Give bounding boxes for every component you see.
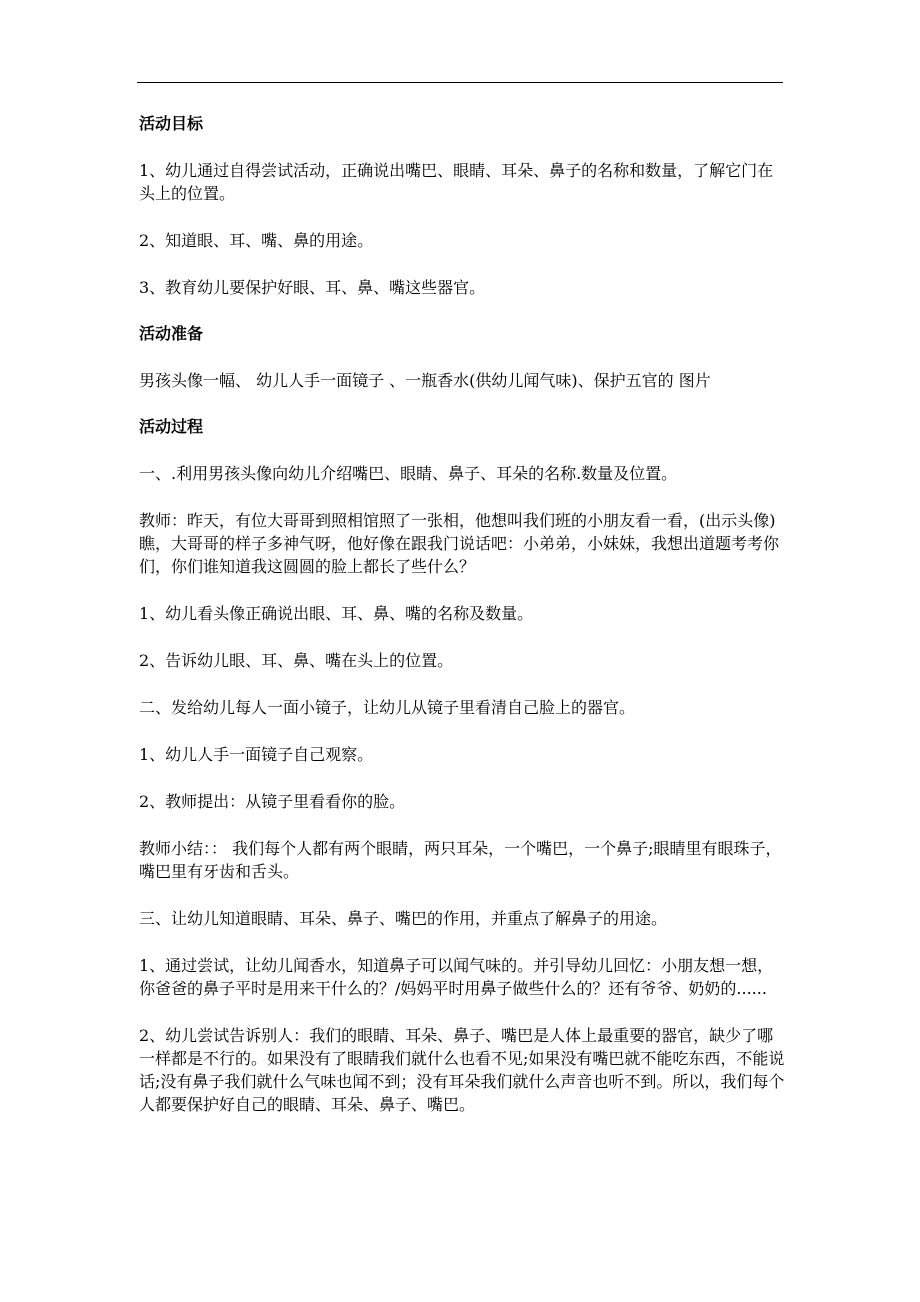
- goal-item-3: 3、教育幼儿要保护好眼、耳、鼻、嘴这些器官。: [139, 278, 486, 297]
- process-substep: 1、幼儿看头像正确说出眼、耳、鼻、嘴的名称及数量。: [139, 604, 534, 623]
- process-step-2: 二、发给幼儿每人一面小镜子，让幼儿从镜子里看清自己脸上的器官。: [139, 698, 636, 717]
- document-body: [139, 113, 789, 1138]
- preparation-text: 男孩头像一幅、 幼儿人手一面镜子 、一瓶香水(供幼儿闻气味)、保护五官的 图片: [139, 371, 711, 390]
- process-substep: 2、幼儿尝试告诉别人：我们的眼睛、耳朵、鼻子、嘴巴是人体上最重要的器官，缺少了哪一样都是不行的。如果没有了眼睛我们就什么也看不见;如果没有嘴巴就不能吃东西，不能说话;没有鼻子我们就什么气味也闻不到；没有耳朵我们就什么声音也听不到。所以，我们每个人都要保护好自己的眼睛、耳朵、鼻子、嘴巴。: [139, 1026, 785, 1114]
- section-heading-process: 活动过程: [139, 417, 204, 436]
- header-rule: [137, 82, 783, 83]
- process-substep: 2、教师提出：从镜子里看看你的脸。: [139, 792, 406, 811]
- section-heading-goals: 活动目标: [139, 114, 204, 133]
- process-substep: 1、幼儿人手一面镜子自己观察。: [139, 745, 374, 764]
- teacher-dialogue: 教师：昨天，有位大哥哥到照相馆照了一张相，他想叫我们班的小朋友看一看，(出示头像)瞧，大哥哥的样子多神气呀，他好像在跟我门说话吧：小弟弟，小妹妹，我想出道题考考你们，你们谁知道我这圆圆的脸上都长了些什么？: [139, 511, 780, 576]
- process-substep: 1、通过尝试，让幼儿闻香水，知道鼻子可以闻气味的。并引导幼儿回忆：小朋友想一想，你爸爸的鼻子平时是用来干什么的？/妈妈平时用鼻子做些什么的？还有爷爷、奶奶的......: [139, 956, 774, 998]
- goal-item-1: 1、幼儿通过自得尝试活动，正确说出嘴巴、眼睛、耳朵、鼻子的名称和数量，了解它门在头上的位置。: [139, 161, 774, 203]
- section-heading-preparation: 活动准备: [139, 324, 204, 343]
- process-step-1: 一、.利用男孩头像向幼儿介绍嘴巴、眼睛、鼻子、耳朵的名称.数量及位置。: [139, 464, 678, 483]
- process-substep: 2、告诉幼儿眼、耳、鼻、嘴在头上的位置。: [139, 651, 454, 670]
- teacher-summary: 教师小结：： 我们每个人都有两个眼睛，两只耳朵，一个嘴巴，一个鼻子;眼睛里有眼珠子，嘴巴里有牙齿和舌头。: [139, 839, 782, 881]
- goal-item-2: 2、知道眼、耳、嘴、鼻的用途。: [139, 231, 374, 250]
- process-step-3: 三、让幼儿知道眼睛、耳朵、鼻子、嘴巴的作用，并重点了解鼻子的用途。: [139, 909, 668, 928]
